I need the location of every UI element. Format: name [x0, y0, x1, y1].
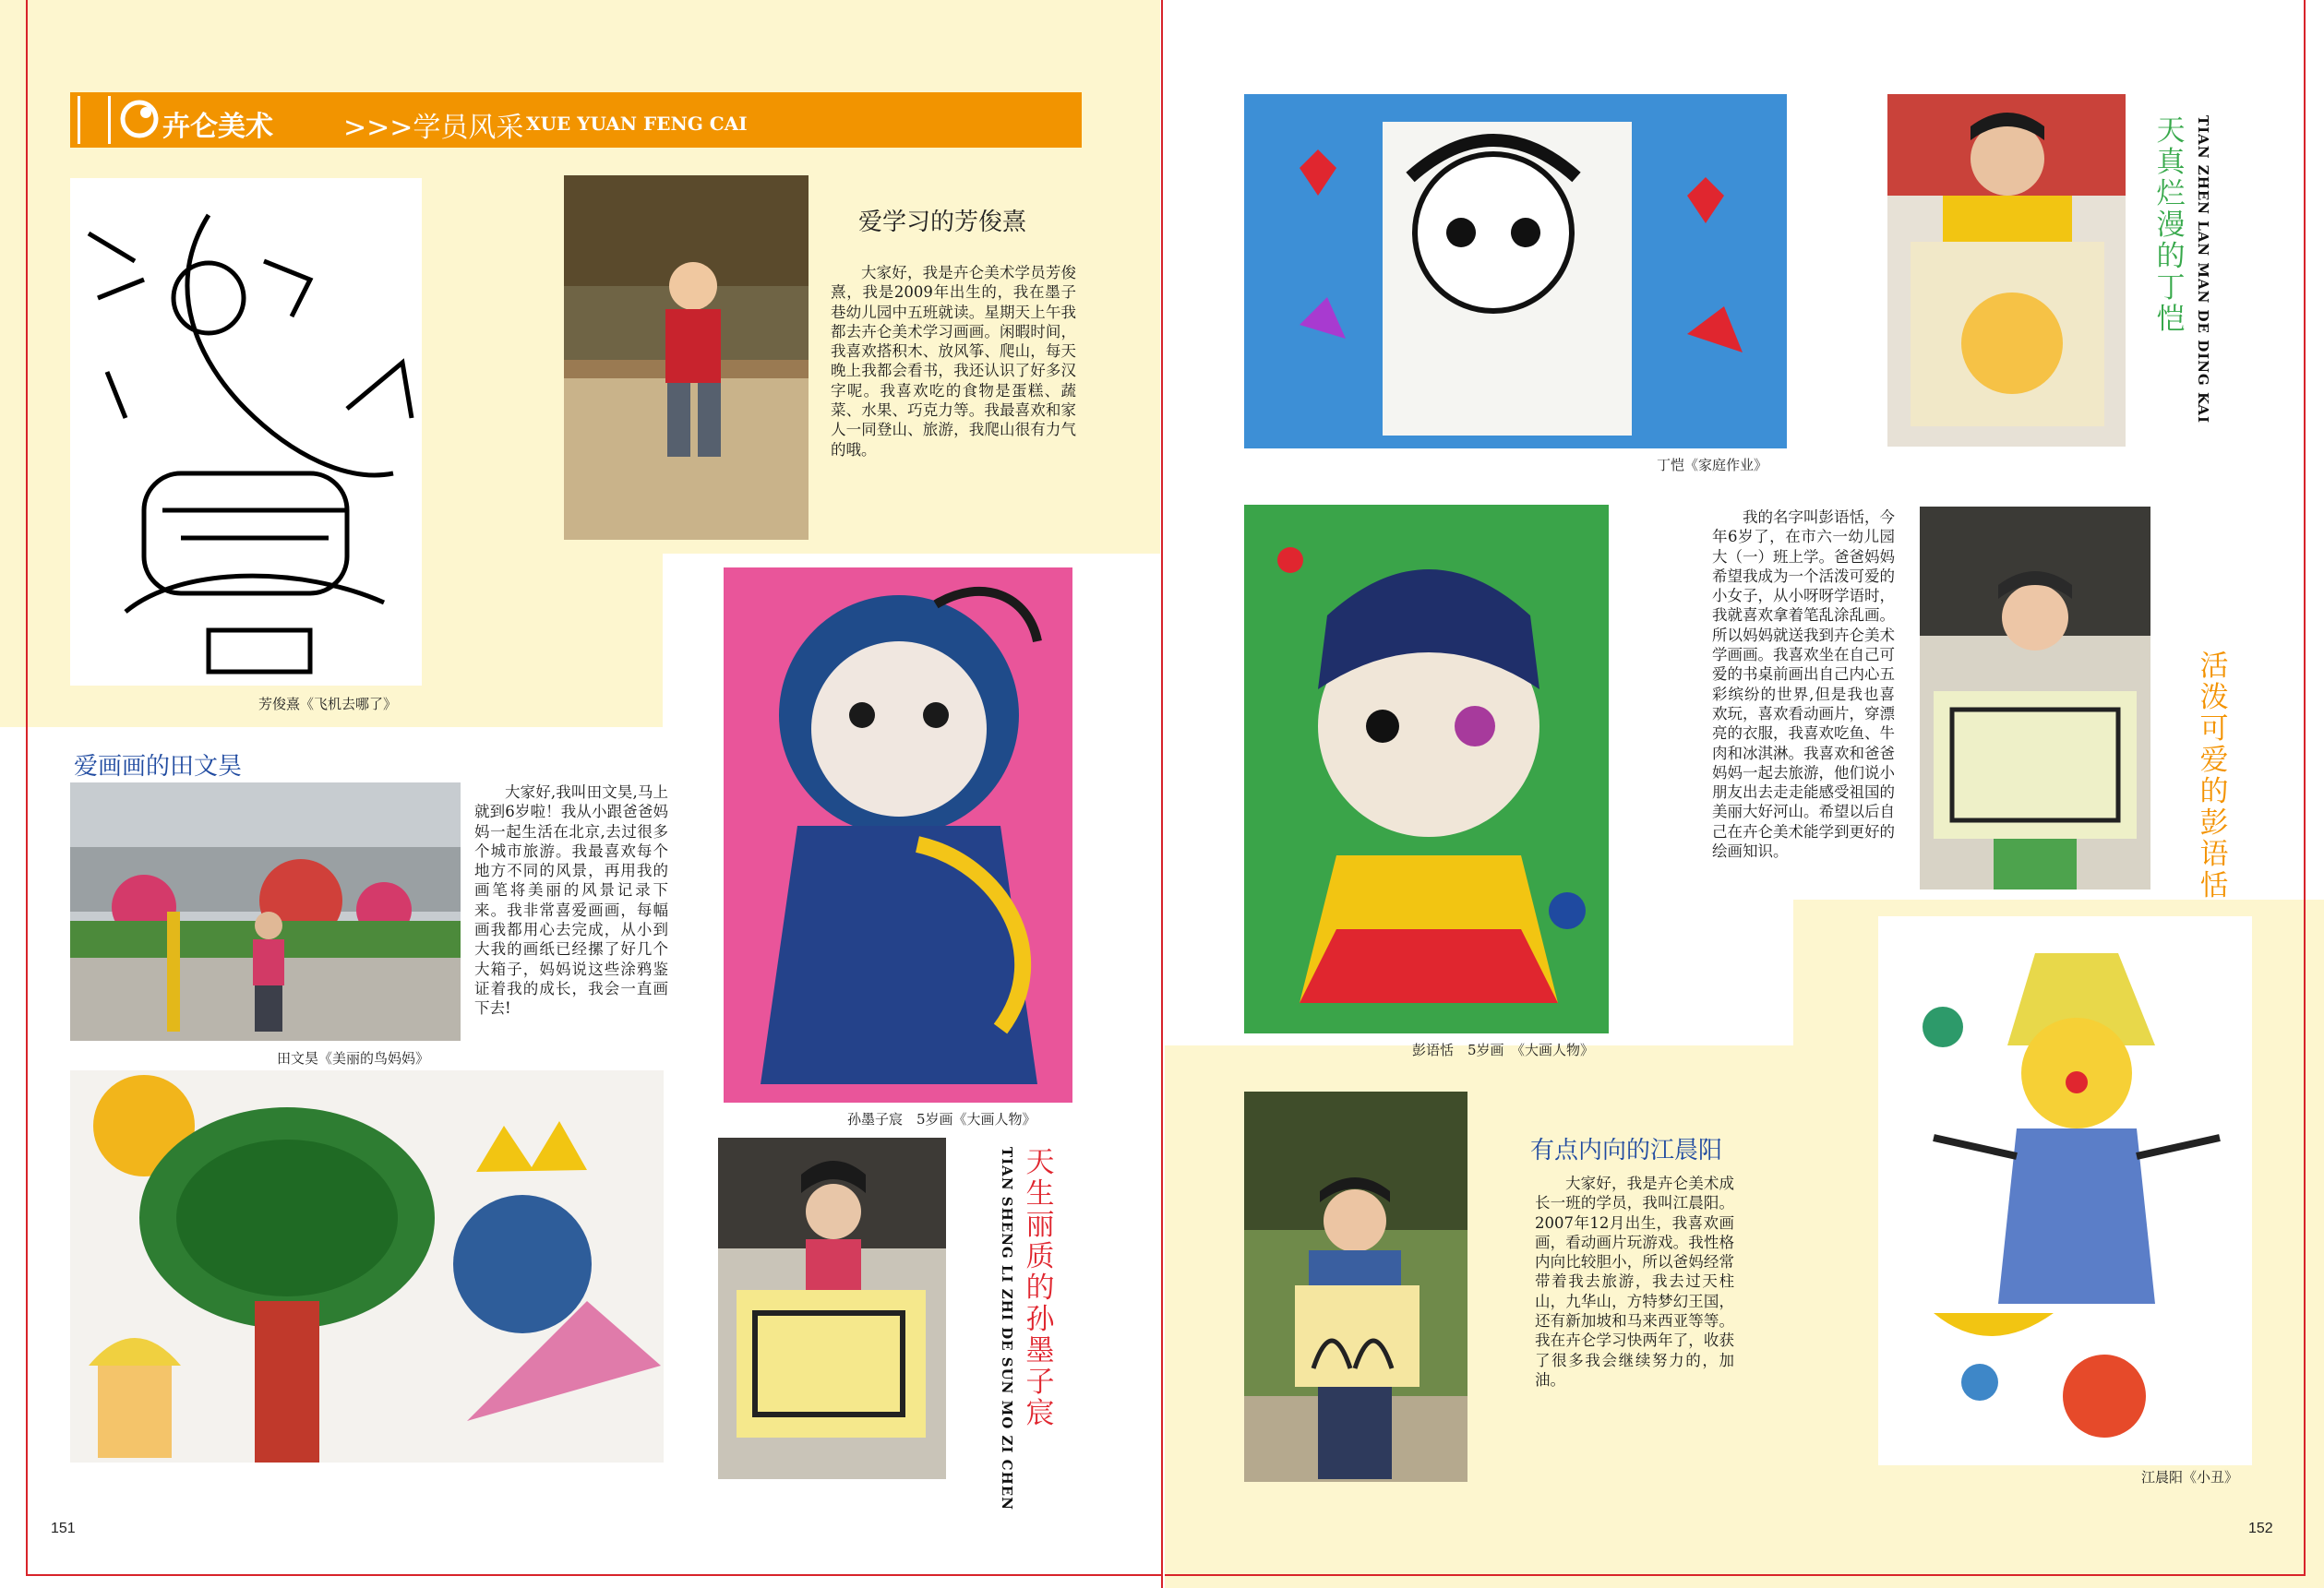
page-number-left: 151: [51, 1521, 76, 1536]
header-left-stripes: [78, 96, 111, 144]
drawing-sun-figure: [724, 567, 1072, 1103]
bio-fang: 大家好，我是卉仑美术学员芳俊熹，我是2009年出生的，我在墨子巷幼儿园中五班就读。星期天上午我都去卉仑美术学习画画。闲暇时间，我喜欢搭积木、放风筝、爬山，每天晚上我都会看书，我还认识了好多汉字呢。我喜欢吃的食物是蛋糕、蔬菜、水果、巧克力等。我最喜欢和家人一同登山、旅游，我爬山很有力气的哦。: [831, 264, 1076, 459]
photo-tian: [70, 782, 461, 1041]
photo-peng: [1920, 507, 2150, 890]
left-frame-left-line: [26, 0, 28, 1576]
drawing-fang-airplane: [70, 178, 422, 686]
title-fang: 爱学习的芳俊熹: [858, 209, 1027, 236]
photo-ding: [1887, 94, 2126, 447]
right-frame-right-line: [2304, 0, 2306, 1576]
page-spine-line: [1161, 0, 1163, 1588]
pinyin-ding: TIAN ZHEN LAN MAN DE DING KAI: [2195, 115, 2211, 424]
caption-ding: 丁恺《家庭作业》: [1657, 457, 1768, 473]
logo-swirl-icon: [118, 98, 161, 140]
caption-peng: 彭语恬 5岁画 《大画人物》: [1412, 1042, 1595, 1058]
title-ding: 天真烂漫的丁恺: [2156, 114, 2186, 336]
photo-sun: [718, 1138, 946, 1479]
left-frame-bottom-line: [26, 1574, 1163, 1576]
bio-tian: 大家好,我叫田文昊,马上就到6岁啦！我从小跟爸爸妈妈一起生活在北京,去过很多个城市旅游。我最喜欢每个地方不同的风景，再用我的画笔将美丽的风景记录下来。我非常喜爱画画，每幅画我都用心去完成，从小到大我的画纸已经摞了好几个大箱子，妈妈说这些涂鸦鉴证着我的成长，我会一直画下去!: [474, 783, 668, 1018]
logo-text: 卉仑美术: [162, 111, 273, 143]
drawing-tian-bird-mother: [70, 1070, 664, 1463]
caption-tian: 田文昊《美丽的鸟妈妈》: [277, 1050, 430, 1067]
pinyin-sun: TIAN SHENG LI ZHI DE SUN MO ZI CHEN: [999, 1147, 1015, 1510]
title-peng: 活泼可爱的彭语恬: [2199, 650, 2229, 902]
title-jiang: 有点内向的江晨阳: [1530, 1137, 1723, 1164]
caption-jiang: 江晨阳《小丑》: [2141, 1469, 2239, 1486]
photo-fang: [564, 175, 809, 540]
drawing-jiang-clown: [1878, 916, 2252, 1465]
right-frame-bottom-line: [1165, 1574, 2306, 1576]
section-pinyin: XUE YUAN FENG CAI: [526, 113, 748, 135]
title-sun: 天生丽质的孙墨子宸: [1025, 1146, 1055, 1430]
bio-peng: 我的名字叫彭语恬，今年6岁了，在市六一幼儿园大（一）班上学。爸爸妈妈希望我成为一个活泼可爱的小女子，从小呀呀学语时，我就喜欢拿着笔乱涂乱画。所以妈妈就送我到卉仑美术学画画。我喜欢坐在自己可爱的书桌前画出自己内心五彩缤纷的世界,但是我也喜欢玩，喜欢看动画片，穿漂亮的衣服，我喜欢吃鱼、牛肉和冰淇淋。我喜欢和爸爸妈妈一起去旅游，他们说小朋友出去走走能感受祖国的美丽大好河山。希望以后自己在卉仑美术能学到更好的绘画知识。: [1712, 508, 1895, 861]
title-tian: 爱画画的田文昊: [74, 753, 243, 781]
drawing-ding-homework: [1244, 94, 1787, 448]
section-title: >>>学员风采: [343, 112, 524, 144]
page-number-right: 152: [2248, 1521, 2273, 1536]
drawing-peng-figure: [1244, 505, 1609, 1033]
caption-fang: 芳俊熹《飞机去哪了》: [258, 696, 398, 712]
bio-jiang: 大家好，我是卉仑美术成长一班的学员，我叫江晨阳。2007年12月出生，我喜欢画画，看动画片玩游戏。我性格内向比较胆小，所以爸妈经常带着我去旅游，我去过天柱山，九华山，方特梦幻王国，还有新加坡和马来西亚等等。我在卉仑学习快两年了，收获了很多我会继续努力的，加油。: [1535, 1175, 1734, 1389]
photo-jiang: [1244, 1092, 1467, 1482]
caption-sun: 孙墨子宸 5岁画《大画人物》: [847, 1111, 1036, 1128]
